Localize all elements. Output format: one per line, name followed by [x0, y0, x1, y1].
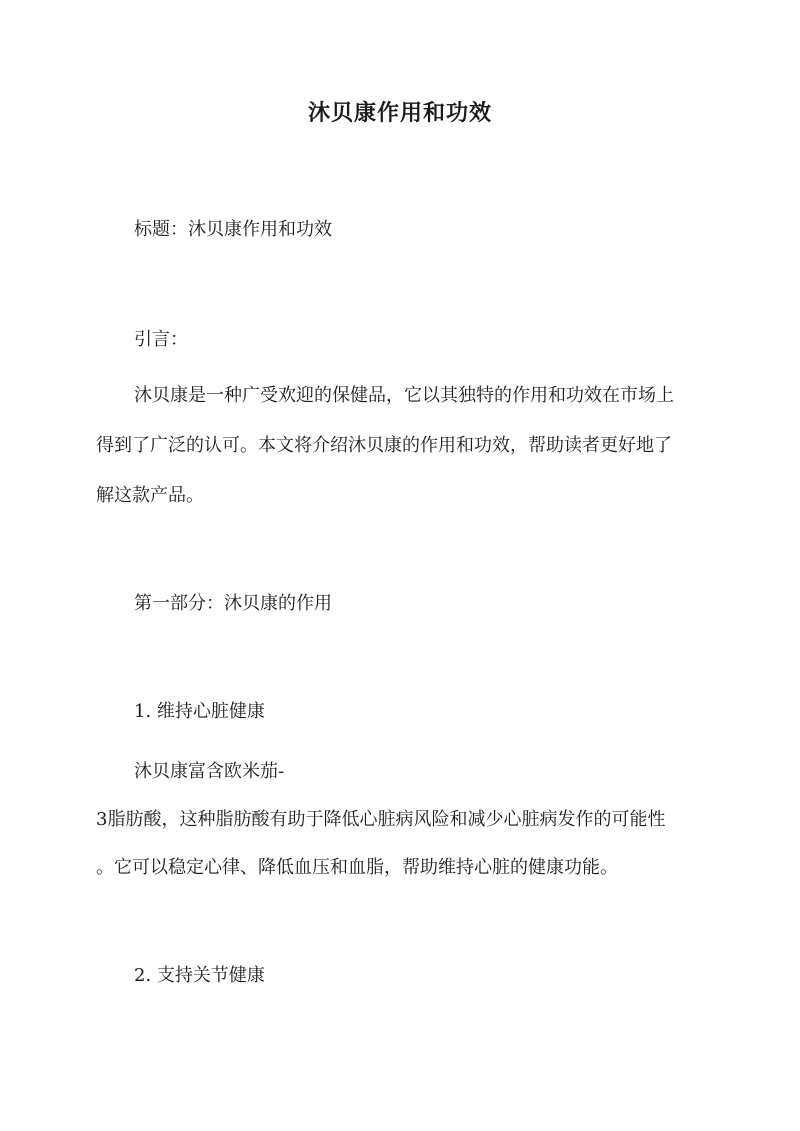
subtitle-line: 标题：沐贝康作用和功效 — [134, 219, 332, 240]
page-title: 沐贝康作用和功效 — [307, 100, 492, 126]
intro-line-3: 解这款产品。 — [96, 485, 204, 506]
intro-label: 引言： — [134, 329, 188, 350]
item1-line-3: 。它可以稳定心律、降低血压和血脂，帮助维持心脏的健康功能。 — [96, 857, 618, 878]
item1-heading: 1. 维持心脏健康 — [134, 701, 265, 722]
item2-heading: 2. 支持关节健康 — [134, 965, 265, 986]
item1-line-2: 3脂肪酸，这种脂肪酸有助于降低心脏病风险和减少心脏病发作的可能性 — [96, 809, 666, 830]
intro-line-1: 沐贝康是一种广受欢迎的保健品，它以其独特的作用和功效在市场上 — [134, 385, 674, 406]
intro-line-2: 得到了广泛的认可。本文将介绍沐贝康的作用和功效，帮助读者更好地了 — [96, 435, 672, 456]
part1-heading: 第一部分：沐贝康的作用 — [134, 593, 332, 614]
item1-line-1: 沐贝康富含欧米茄- — [134, 761, 285, 782]
